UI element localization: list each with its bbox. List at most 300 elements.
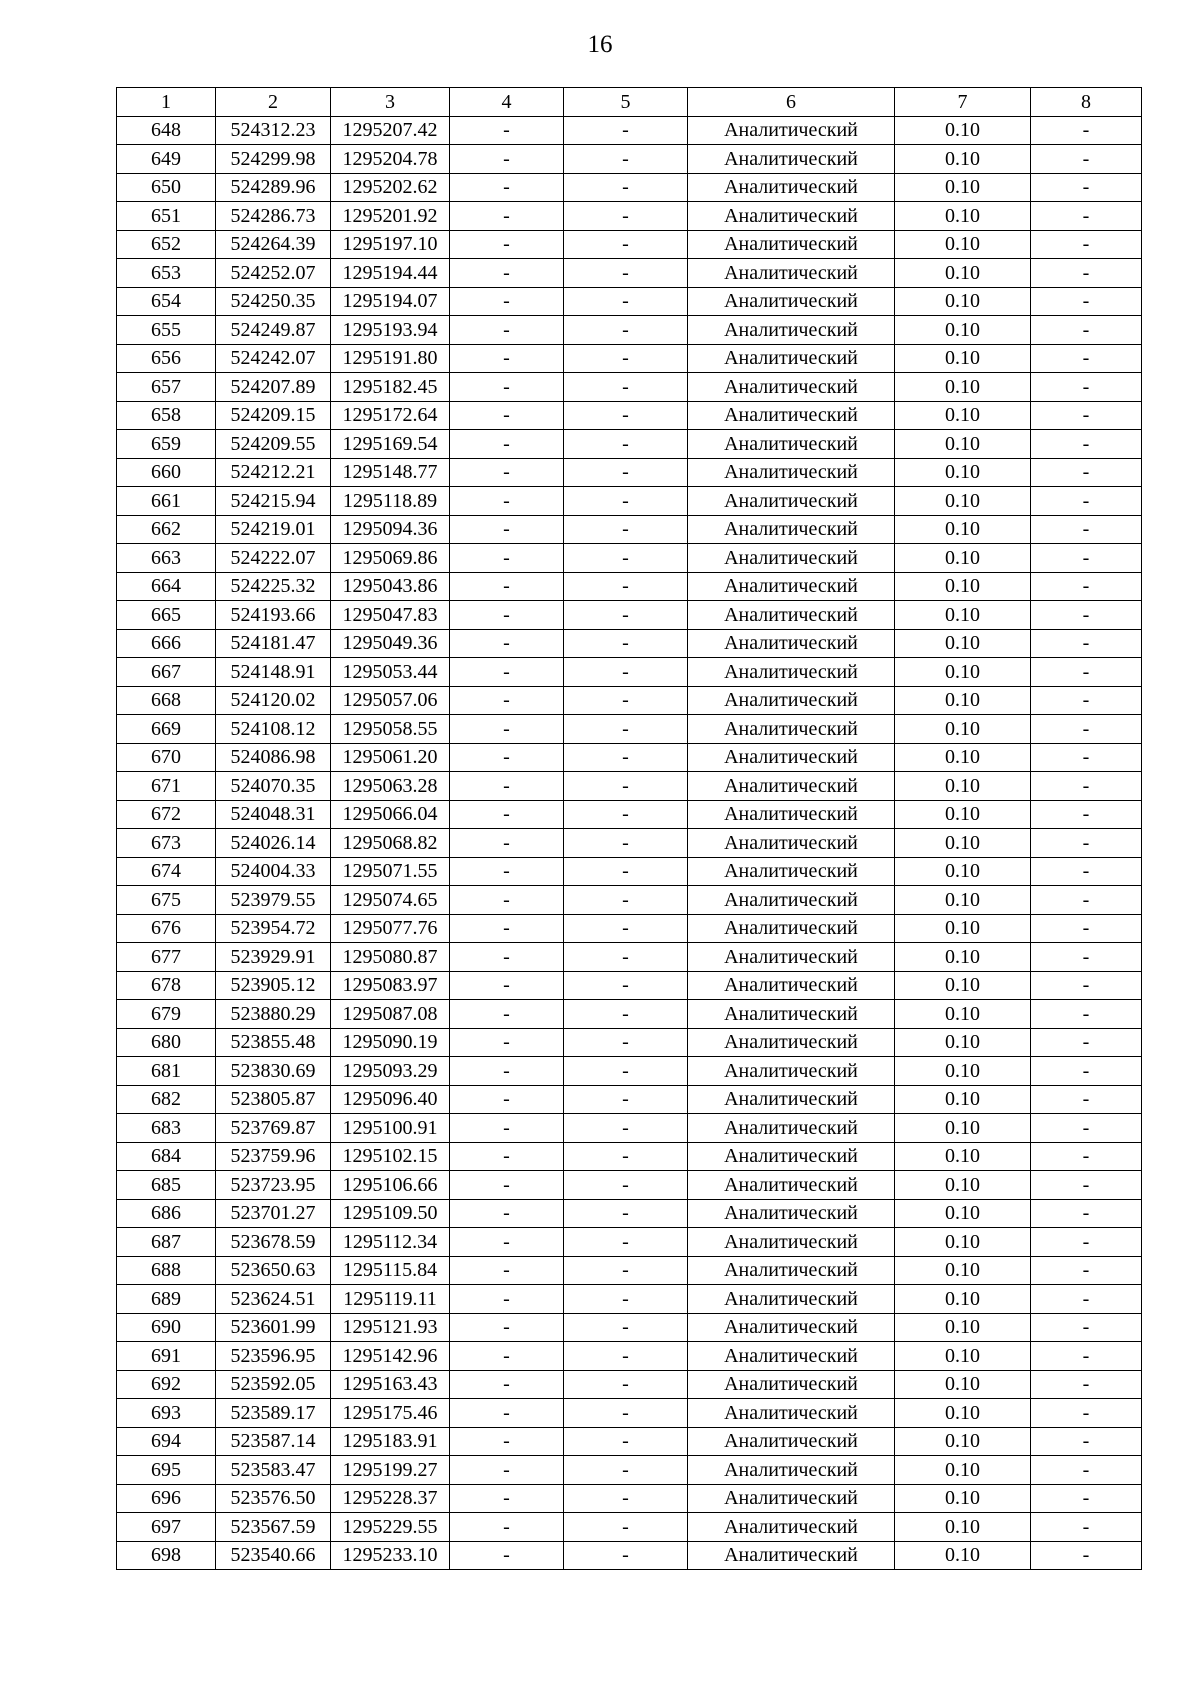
- x-coordinate-cell: 523954.72: [216, 914, 331, 943]
- method-cell: Аналитический: [688, 1370, 895, 1399]
- table-row: [117, 116, 1142, 145]
- y-coordinate-cell: 1295087.08: [331, 1000, 450, 1029]
- y-coordinate-cell: 1295194.07: [331, 287, 450, 316]
- method-cell: Аналитический: [688, 715, 895, 744]
- accuracy-cell: 0.10: [895, 1228, 1031, 1257]
- col5-cell: -: [564, 886, 688, 915]
- table-row: [117, 1171, 1142, 1200]
- col5-cell: -: [564, 259, 688, 288]
- y-coordinate-cell: 1295207.42: [331, 116, 450, 145]
- table-row: [117, 914, 1142, 943]
- y-coordinate-cell: 1295191.80: [331, 344, 450, 373]
- col4-cell: -: [450, 772, 564, 801]
- x-coordinate-cell: 524312.23: [216, 116, 331, 145]
- table-row: [117, 373, 1142, 402]
- y-coordinate-cell: 1295175.46: [331, 1399, 450, 1428]
- accuracy-cell: 0.10: [895, 1285, 1031, 1314]
- accuracy-cell: 0.10: [895, 230, 1031, 259]
- method-cell: Аналитический: [688, 1085, 895, 1114]
- accuracy-cell: 0.10: [895, 658, 1031, 687]
- y-coordinate-cell: 1295057.06: [331, 686, 450, 715]
- accuracy-cell: 0.10: [895, 914, 1031, 943]
- col8-cell: -: [1031, 1085, 1142, 1114]
- col4-cell: -: [450, 1541, 564, 1570]
- coordinates-table: [116, 87, 1142, 1570]
- col5-cell: -: [564, 1285, 688, 1314]
- col5-cell: -: [564, 1427, 688, 1456]
- col8-cell: -: [1031, 173, 1142, 202]
- col5-cell: -: [564, 1085, 688, 1114]
- col8-cell: -: [1031, 1313, 1142, 1342]
- table-row: [117, 544, 1142, 573]
- col8-cell: -: [1031, 1370, 1142, 1399]
- col5-cell: -: [564, 1000, 688, 1029]
- table-row: [117, 629, 1142, 658]
- table-row: [117, 1370, 1142, 1399]
- x-coordinate-cell: 524222.07: [216, 544, 331, 573]
- method-cell: Аналитический: [688, 1000, 895, 1029]
- table-row: [117, 1484, 1142, 1513]
- point-number-cell: 664: [117, 572, 216, 601]
- accuracy-cell: 0.10: [895, 1342, 1031, 1371]
- method-cell: Аналитический: [688, 458, 895, 487]
- col4-cell: -: [450, 1000, 564, 1029]
- x-coordinate-cell: 523589.17: [216, 1399, 331, 1428]
- y-coordinate-cell: 1295182.45: [331, 373, 450, 402]
- accuracy-cell: 0.10: [895, 259, 1031, 288]
- table-row: [117, 971, 1142, 1000]
- col5-cell: -: [564, 344, 688, 373]
- accuracy-cell: 0.10: [895, 715, 1031, 744]
- table-row: [117, 316, 1142, 345]
- method-cell: Аналитический: [688, 1427, 895, 1456]
- col4-cell: -: [450, 1142, 564, 1171]
- point-number-cell: 675: [117, 886, 216, 915]
- table-row: [117, 1313, 1142, 1342]
- accuracy-cell: 0.10: [895, 1313, 1031, 1342]
- col5-cell: -: [564, 1456, 688, 1485]
- point-number-cell: 692: [117, 1370, 216, 1399]
- col4-cell: -: [450, 743, 564, 772]
- method-cell: Аналитический: [688, 487, 895, 516]
- accuracy-cell: 0.10: [895, 629, 1031, 658]
- table-row: [117, 1342, 1142, 1371]
- table-row: [117, 886, 1142, 915]
- accuracy-cell: 0.10: [895, 1541, 1031, 1570]
- col8-cell: -: [1031, 686, 1142, 715]
- point-number-cell: 663: [117, 544, 216, 573]
- col5-cell: -: [564, 116, 688, 145]
- y-coordinate-cell: 1295197.10: [331, 230, 450, 259]
- accuracy-cell: 0.10: [895, 202, 1031, 231]
- method-cell: Аналитический: [688, 116, 895, 145]
- x-coordinate-cell: 524148.91: [216, 658, 331, 687]
- col4-cell: -: [450, 1484, 564, 1513]
- y-coordinate-cell: 1295100.91: [331, 1114, 450, 1143]
- method-cell: Аналитический: [688, 1028, 895, 1057]
- x-coordinate-cell: 523601.99: [216, 1313, 331, 1342]
- x-coordinate-cell: 524212.21: [216, 458, 331, 487]
- method-cell: Аналитический: [688, 544, 895, 573]
- col4-cell: -: [450, 259, 564, 288]
- col4-cell: -: [450, 316, 564, 345]
- col8-cell: -: [1031, 1000, 1142, 1029]
- method-cell: Аналитический: [688, 173, 895, 202]
- col5-cell: -: [564, 601, 688, 630]
- col5-cell: -: [564, 515, 688, 544]
- method-cell: Аналитический: [688, 1171, 895, 1200]
- method-cell: Аналитический: [688, 259, 895, 288]
- col4-cell: -: [450, 1370, 564, 1399]
- point-number-cell: 656: [117, 344, 216, 373]
- y-coordinate-cell: 1295061.20: [331, 743, 450, 772]
- col4-cell: -: [450, 173, 564, 202]
- col4-cell: -: [450, 373, 564, 402]
- y-coordinate-cell: 1295077.76: [331, 914, 450, 943]
- x-coordinate-cell: 524215.94: [216, 487, 331, 516]
- table-row: [117, 202, 1142, 231]
- y-coordinate-cell: 1295112.34: [331, 1228, 450, 1257]
- point-number-cell: 688: [117, 1256, 216, 1285]
- point-number-cell: 696: [117, 1484, 216, 1513]
- col4-cell: -: [450, 1313, 564, 1342]
- col8-cell: -: [1031, 1285, 1142, 1314]
- method-cell: Аналитический: [688, 1256, 895, 1285]
- point-number-cell: 650: [117, 173, 216, 202]
- x-coordinate-cell: 523759.96: [216, 1142, 331, 1171]
- accuracy-cell: 0.10: [895, 515, 1031, 544]
- y-coordinate-cell: 1295109.50: [331, 1199, 450, 1228]
- x-coordinate-cell: 523855.48: [216, 1028, 331, 1057]
- col5-cell: -: [564, 287, 688, 316]
- method-cell: Аналитический: [688, 1342, 895, 1371]
- y-coordinate-cell: 1295115.84: [331, 1256, 450, 1285]
- col8-cell: -: [1031, 629, 1142, 658]
- point-number-cell: 661: [117, 487, 216, 516]
- col5-cell: -: [564, 401, 688, 430]
- table-row: [117, 145, 1142, 174]
- y-coordinate-cell: 1295093.29: [331, 1057, 450, 1086]
- table-row: [117, 1057, 1142, 1086]
- method-cell: Аналитический: [688, 1541, 895, 1570]
- x-coordinate-cell: 524207.89: [216, 373, 331, 402]
- accuracy-cell: 0.10: [895, 1256, 1031, 1285]
- point-number-cell: 693: [117, 1399, 216, 1428]
- point-number-cell: 668: [117, 686, 216, 715]
- col5-cell: -: [564, 1342, 688, 1371]
- accuracy-cell: 0.10: [895, 487, 1031, 516]
- point-number-cell: 660: [117, 458, 216, 487]
- table-row: [117, 1228, 1142, 1257]
- point-number-cell: 691: [117, 1342, 216, 1371]
- y-coordinate-cell: 1295053.44: [331, 658, 450, 687]
- table-row: [117, 1256, 1142, 1285]
- col8-cell: -: [1031, 743, 1142, 772]
- y-coordinate-cell: 1295194.44: [331, 259, 450, 288]
- table-row: [117, 800, 1142, 829]
- accuracy-cell: 0.10: [895, 1057, 1031, 1086]
- col4-cell: -: [450, 515, 564, 544]
- point-number-cell: 677: [117, 943, 216, 972]
- col5-cell: -: [564, 1513, 688, 1542]
- column-header: 5: [564, 88, 688, 117]
- point-number-cell: 674: [117, 857, 216, 886]
- point-number-cell: 654: [117, 287, 216, 316]
- y-coordinate-cell: 1295148.77: [331, 458, 450, 487]
- x-coordinate-cell: 523769.87: [216, 1114, 331, 1143]
- col5-cell: -: [564, 743, 688, 772]
- col4-cell: -: [450, 1513, 564, 1542]
- column-header: 3: [331, 88, 450, 117]
- col4-cell: -: [450, 914, 564, 943]
- accuracy-cell: 0.10: [895, 1085, 1031, 1114]
- x-coordinate-cell: 524120.02: [216, 686, 331, 715]
- accuracy-cell: 0.10: [895, 1114, 1031, 1143]
- y-coordinate-cell: 1295063.28: [331, 772, 450, 801]
- x-coordinate-cell: 523905.12: [216, 971, 331, 1000]
- x-coordinate-cell: 524026.14: [216, 829, 331, 858]
- col4-cell: -: [450, 686, 564, 715]
- col5-cell: -: [564, 829, 688, 858]
- accuracy-cell: 0.10: [895, 544, 1031, 573]
- col8-cell: -: [1031, 373, 1142, 402]
- x-coordinate-cell: 523583.47: [216, 1456, 331, 1485]
- table-row: [117, 259, 1142, 288]
- point-number-cell: 680: [117, 1028, 216, 1057]
- x-coordinate-cell: 523540.66: [216, 1541, 331, 1570]
- column-header: 2: [216, 88, 331, 117]
- method-cell: Аналитический: [688, 886, 895, 915]
- y-coordinate-cell: 1295106.66: [331, 1171, 450, 1200]
- col8-cell: -: [1031, 458, 1142, 487]
- y-coordinate-cell: 1295090.19: [331, 1028, 450, 1057]
- point-number-cell: 686: [117, 1199, 216, 1228]
- table-row: [117, 1427, 1142, 1456]
- point-number-cell: 662: [117, 515, 216, 544]
- col8-cell: -: [1031, 544, 1142, 573]
- y-coordinate-cell: 1295066.04: [331, 800, 450, 829]
- col8-cell: -: [1031, 943, 1142, 972]
- table-row: [117, 1513, 1142, 1542]
- y-coordinate-cell: 1295068.82: [331, 829, 450, 858]
- point-number-cell: 651: [117, 202, 216, 231]
- col8-cell: -: [1031, 401, 1142, 430]
- col8-cell: -: [1031, 1057, 1142, 1086]
- x-coordinate-cell: 523830.69: [216, 1057, 331, 1086]
- col4-cell: -: [450, 886, 564, 915]
- col5-cell: -: [564, 1028, 688, 1057]
- table-row: [117, 230, 1142, 259]
- column-header: 8: [1031, 88, 1142, 117]
- y-coordinate-cell: 1295119.11: [331, 1285, 450, 1314]
- x-coordinate-cell: 524242.07: [216, 344, 331, 373]
- table-body: [117, 88, 1142, 1570]
- col8-cell: -: [1031, 1456, 1142, 1485]
- accuracy-cell: 0.10: [895, 401, 1031, 430]
- col8-cell: -: [1031, 487, 1142, 516]
- accuracy-cell: 0.10: [895, 572, 1031, 601]
- accuracy-cell: 0.10: [895, 344, 1031, 373]
- accuracy-cell: 0.10: [895, 1427, 1031, 1456]
- col5-cell: -: [564, 1399, 688, 1428]
- y-coordinate-cell: 1295049.36: [331, 629, 450, 658]
- col4-cell: -: [450, 116, 564, 145]
- y-coordinate-cell: 1295183.91: [331, 1427, 450, 1456]
- accuracy-cell: 0.10: [895, 1000, 1031, 1029]
- point-number-cell: 672: [117, 800, 216, 829]
- method-cell: Аналитический: [688, 943, 895, 972]
- method-cell: Аналитический: [688, 772, 895, 801]
- accuracy-cell: 0.10: [895, 1484, 1031, 1513]
- col4-cell: -: [450, 487, 564, 516]
- col8-cell: -: [1031, 344, 1142, 373]
- table-row: [117, 829, 1142, 858]
- method-cell: Аналитический: [688, 1057, 895, 1086]
- x-coordinate-cell: 524299.98: [216, 145, 331, 174]
- col5-cell: -: [564, 487, 688, 516]
- col8-cell: -: [1031, 515, 1142, 544]
- point-number-cell: 679: [117, 1000, 216, 1029]
- accuracy-cell: 0.10: [895, 1142, 1031, 1171]
- x-coordinate-cell: 524209.15: [216, 401, 331, 430]
- col4-cell: -: [450, 544, 564, 573]
- table-row: [117, 686, 1142, 715]
- accuracy-cell: 0.10: [895, 686, 1031, 715]
- column-header: 4: [450, 88, 564, 117]
- col8-cell: -: [1031, 116, 1142, 145]
- accuracy-cell: 0.10: [895, 287, 1031, 316]
- point-number-cell: 667: [117, 658, 216, 687]
- y-coordinate-cell: 1295043.86: [331, 572, 450, 601]
- x-coordinate-cell: 523587.14: [216, 1427, 331, 1456]
- y-coordinate-cell: 1295096.40: [331, 1085, 450, 1114]
- col5-cell: -: [564, 686, 688, 715]
- point-number-cell: 689: [117, 1285, 216, 1314]
- col8-cell: -: [1031, 1199, 1142, 1228]
- accuracy-cell: 0.10: [895, 458, 1031, 487]
- method-cell: Аналитический: [688, 1114, 895, 1143]
- y-coordinate-cell: 1295069.86: [331, 544, 450, 573]
- method-cell: Аналитический: [688, 430, 895, 459]
- method-cell: Аналитический: [688, 1513, 895, 1542]
- x-coordinate-cell: 524193.66: [216, 601, 331, 630]
- x-coordinate-cell: 523929.91: [216, 943, 331, 972]
- x-coordinate-cell: 524250.35: [216, 287, 331, 316]
- accuracy-cell: 0.10: [895, 1028, 1031, 1057]
- table-row: [117, 601, 1142, 630]
- col4-cell: -: [450, 1427, 564, 1456]
- point-number-cell: 648: [117, 116, 216, 145]
- col5-cell: -: [564, 1199, 688, 1228]
- accuracy-cell: 0.10: [895, 145, 1031, 174]
- y-coordinate-cell: 1295169.54: [331, 430, 450, 459]
- column-header: 1: [117, 88, 216, 117]
- method-cell: Аналитический: [688, 230, 895, 259]
- col8-cell: -: [1031, 1541, 1142, 1570]
- col5-cell: -: [564, 857, 688, 886]
- table-row: [117, 173, 1142, 202]
- header-row: [117, 88, 1142, 117]
- x-coordinate-cell: 523596.95: [216, 1342, 331, 1371]
- method-cell: Аналитический: [688, 572, 895, 601]
- col5-cell: -: [564, 544, 688, 573]
- accuracy-cell: 0.10: [895, 116, 1031, 145]
- table-row: [117, 743, 1142, 772]
- col4-cell: -: [450, 629, 564, 658]
- col5-cell: -: [564, 316, 688, 345]
- point-number-cell: 665: [117, 601, 216, 630]
- y-coordinate-cell: 1295202.62: [331, 173, 450, 202]
- table-row: [117, 715, 1142, 744]
- col4-cell: -: [450, 1228, 564, 1257]
- x-coordinate-cell: 523723.95: [216, 1171, 331, 1200]
- accuracy-cell: 0.10: [895, 1199, 1031, 1228]
- col4-cell: -: [450, 1114, 564, 1143]
- table-row: [117, 1456, 1142, 1485]
- method-cell: Аналитический: [688, 1484, 895, 1513]
- y-coordinate-cell: 1295102.15: [331, 1142, 450, 1171]
- col5-cell: -: [564, 971, 688, 1000]
- col8-cell: -: [1031, 1142, 1142, 1171]
- y-coordinate-cell: 1295047.83: [331, 601, 450, 630]
- method-cell: Аналитический: [688, 800, 895, 829]
- x-coordinate-cell: 524004.33: [216, 857, 331, 886]
- col5-cell: -: [564, 772, 688, 801]
- col8-cell: -: [1031, 1513, 1142, 1542]
- x-coordinate-cell: 523592.05: [216, 1370, 331, 1399]
- y-coordinate-cell: 1295142.96: [331, 1342, 450, 1371]
- col4-cell: -: [450, 202, 564, 231]
- col8-cell: -: [1031, 287, 1142, 316]
- col5-cell: -: [564, 202, 688, 231]
- table-row: [117, 943, 1142, 972]
- x-coordinate-cell: 524286.73: [216, 202, 331, 231]
- col8-cell: -: [1031, 1399, 1142, 1428]
- point-number-cell: 697: [117, 1513, 216, 1542]
- col4-cell: -: [450, 1399, 564, 1428]
- table-row: [117, 572, 1142, 601]
- y-coordinate-cell: 1295172.64: [331, 401, 450, 430]
- col8-cell: -: [1031, 230, 1142, 259]
- column-header: 7: [895, 88, 1031, 117]
- table-row: [117, 287, 1142, 316]
- col4-cell: -: [450, 601, 564, 630]
- y-coordinate-cell: 1295163.43: [331, 1370, 450, 1399]
- table-row: [117, 1085, 1142, 1114]
- accuracy-cell: 0.10: [895, 772, 1031, 801]
- point-number-cell: 655: [117, 316, 216, 345]
- col4-cell: -: [450, 800, 564, 829]
- point-number-cell: 681: [117, 1057, 216, 1086]
- point-number-cell: 683: [117, 1114, 216, 1143]
- col8-cell: -: [1031, 202, 1142, 231]
- x-coordinate-cell: 524289.96: [216, 173, 331, 202]
- col8-cell: -: [1031, 145, 1142, 174]
- y-coordinate-cell: 1295121.93: [331, 1313, 450, 1342]
- col5-cell: -: [564, 430, 688, 459]
- x-coordinate-cell: 523805.87: [216, 1085, 331, 1114]
- point-number-cell: 658: [117, 401, 216, 430]
- x-coordinate-cell: 523880.29: [216, 1000, 331, 1029]
- point-number-cell: 653: [117, 259, 216, 288]
- y-coordinate-cell: 1295228.37: [331, 1484, 450, 1513]
- x-coordinate-cell: 523624.51: [216, 1285, 331, 1314]
- point-number-cell: 666: [117, 629, 216, 658]
- col8-cell: -: [1031, 857, 1142, 886]
- y-coordinate-cell: 1295233.10: [331, 1541, 450, 1570]
- col4-cell: -: [450, 401, 564, 430]
- point-number-cell: 678: [117, 971, 216, 1000]
